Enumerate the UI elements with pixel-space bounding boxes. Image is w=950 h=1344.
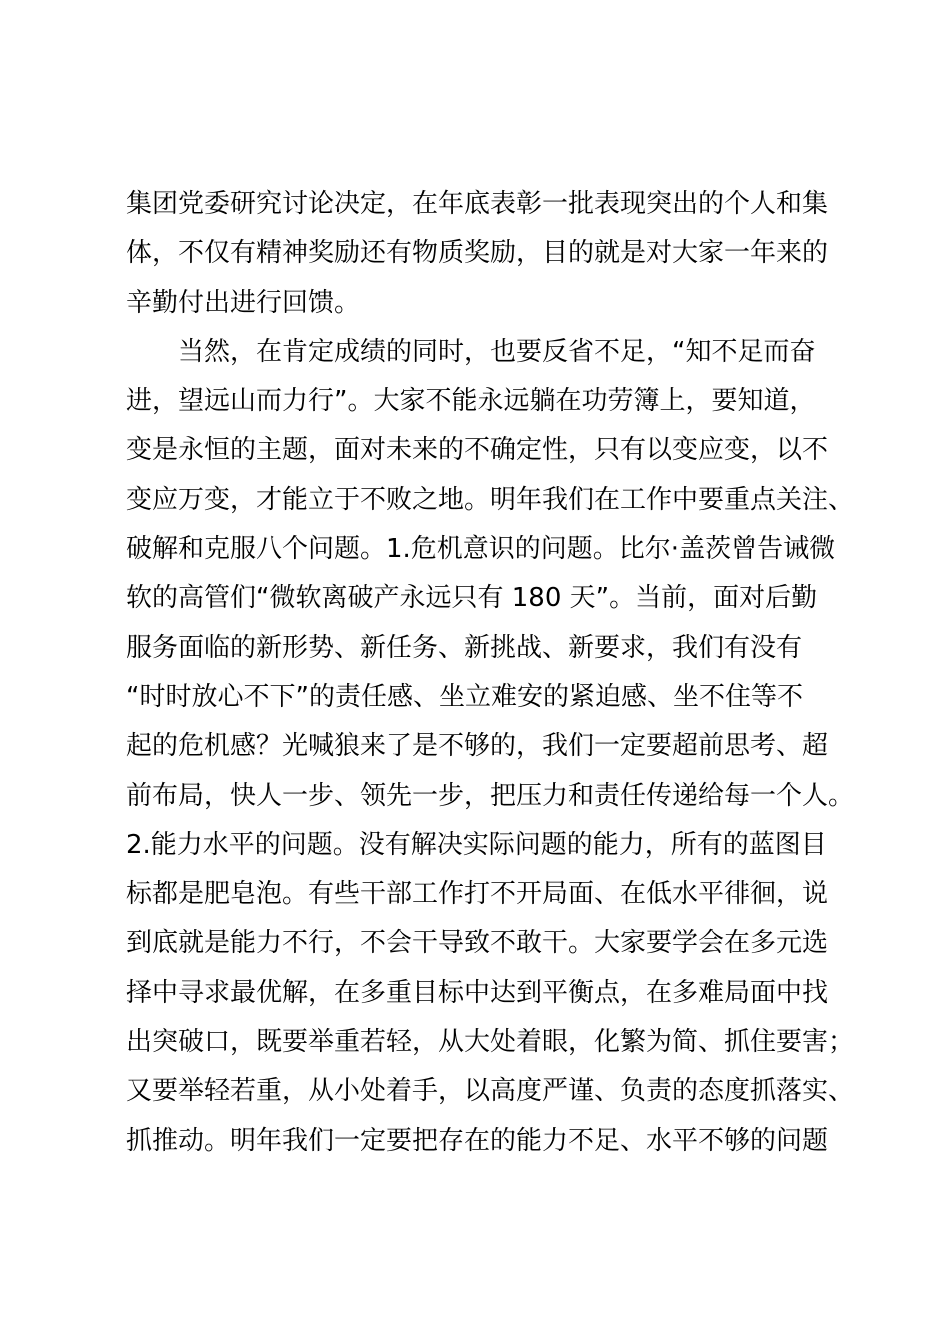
text-line: 起的危机感？光喊狼来了是不够的，我们一定要超前思考、超	[126, 731, 829, 762]
text-line: 变应万变，才能立于不败之地。明年我们在工作中要重点关注、	[126, 484, 855, 515]
text-line: 服务面临的新形势、新任务、新挑战、新要求，我们有没有	[126, 632, 803, 663]
text-line: 集团党委研究讨论决定，在年底表彰一批表现突出的个人和集	[126, 189, 829, 219]
text-line: 出突破口，既要举重若轻，从大处着眼，化繁为简、抓住要害；	[126, 1027, 855, 1058]
text-line: 又要举轻若重，从小处着手，以高度严谨、负责的态度抓落实、	[126, 1076, 855, 1107]
text-line: 标都是肥皂泡。有些干部工作打不开局面、在低水平徘徊，说	[126, 879, 829, 910]
text-line: 抓推动。明年我们一定要把存在的能力不足、水平不够的问题	[126, 1125, 829, 1156]
text-line: 辛勤付出进行回馈。	[126, 287, 361, 318]
text-line: 变是永恒的主题，面对未来的不确定性，只有以变应变，以不	[126, 435, 829, 466]
text-line: 到底就是能力不行，不会干导致不敢干。大家要学会在多元选	[126, 928, 829, 959]
text-line: 体，不仅有精神奖励还有物质奖励，目的就是对大家一年来的	[126, 238, 829, 269]
text-line: “时时放心不下”的责任感、坐立难安的紧迫感、坐不住等不	[126, 681, 803, 712]
text-line: 破解和克服八个问题。1.危机意识的问题。比尔·盖茨曾告诫微	[126, 534, 836, 565]
text-line: 进，望远山而力行”。大家不能永远躺在功劳簿上，要知道，	[126, 386, 816, 417]
body-text	[126, 180, 855, 1166]
text-line: 软的高管们“微软离破产永远只有 180 天”。当前，面对后勤	[126, 583, 818, 614]
text-line: 当然，在肯定成绩的同时，也要反省不足，“知不足而奋	[126, 336, 816, 367]
text-line: 2.能力水平的问题。没有解决实际问题的能力，所有的蓝图目	[126, 829, 827, 860]
text-line: 择中寻求最优解，在多重目标中达到平衡点，在多难局面中找	[126, 977, 829, 1008]
text-line: 前布局，快人一步、领先一步，把压力和责任传递给每一个人。	[126, 780, 855, 811]
